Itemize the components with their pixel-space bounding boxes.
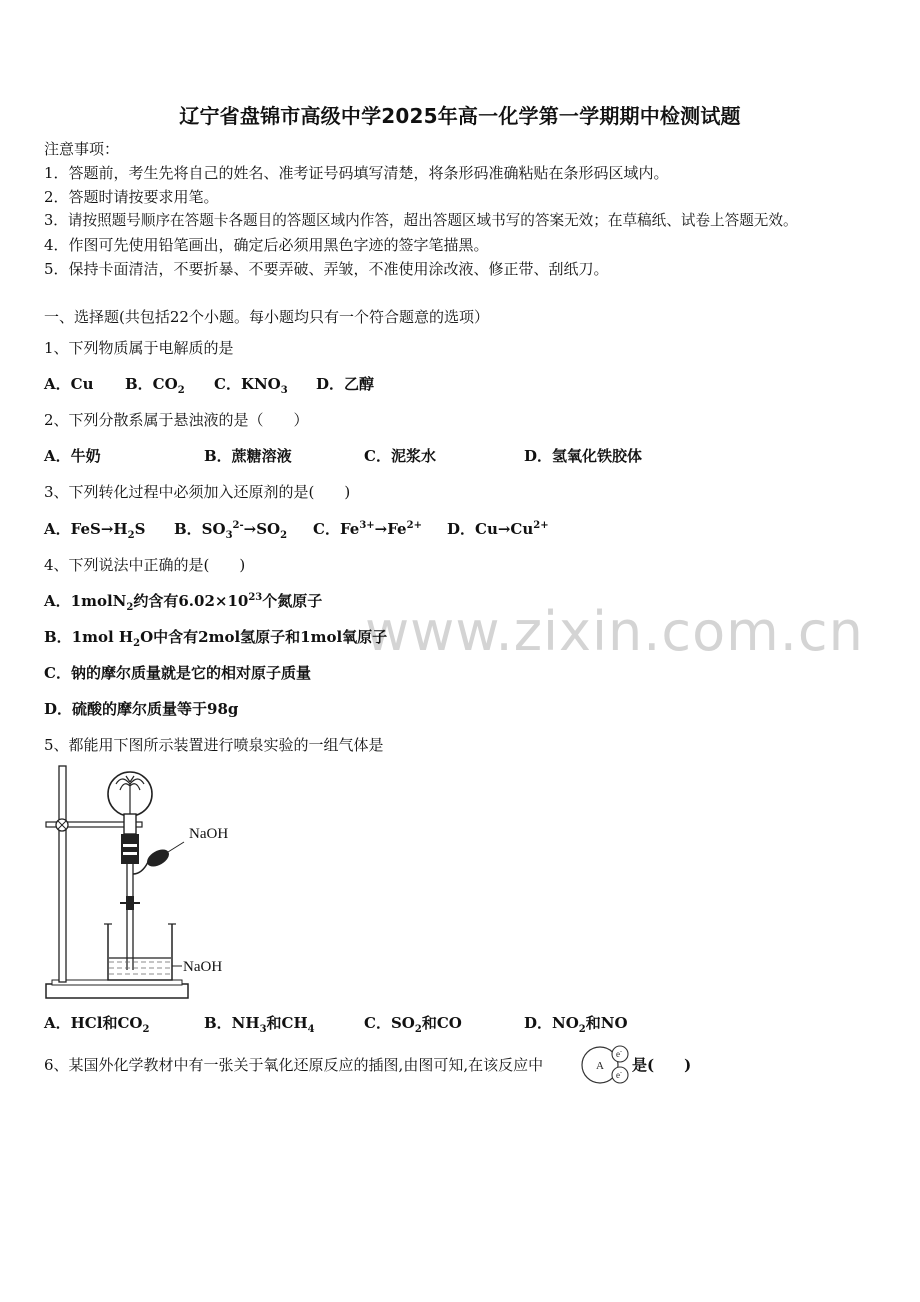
q1-option-b: B．$CO_2$ [125,375,185,396]
fountain-apparatus-figure [42,762,234,1004]
q5-option-d: D．$NO_2$和NO [524,1014,628,1035]
question-6-suffix: 是( ) [632,1056,692,1074]
atom-electron-diagram [580,1043,632,1087]
q4-option-a: A．1molN$_2$约含有$6.02\times 10^{23}$个氮原子 [44,592,323,613]
q5-option-a: A．HCl和$CO_2$ [44,1014,150,1035]
question-1-stem: 1、下列物质属于电解质的是 [44,339,234,357]
question-6-stem: 6、某国外化学教材中有一张关于氧化还原反应的插图,由图可知,在该反应中 [44,1056,544,1074]
q4-option-c: C．钠的摩尔质量就是它的相对原子质量 [44,664,311,682]
q3-option-c: C．$Fe^{3+}\to Fe^{2+}$ [313,520,422,538]
question-5-stem: 5、都能用下图所示装置进行喷泉实验的一组气体是 [44,736,384,754]
q2-option-c: C．泥浆水 [364,447,436,465]
page-title: 辽宁省盘锦市高级中学2025年高一化学第一学期期中检测试题 [179,104,741,128]
q5-option-c: C．$SO_2$和CO [364,1014,462,1035]
q1-option-d: D．乙醇 [316,375,375,393]
q4-option-d: D．硫酸的摩尔质量等于98g [44,700,239,718]
notice-heading: 注意事项： [44,140,120,158]
question-2-stem: 2、下列分散系属于悬浊液的是（ ） [44,411,309,429]
q3-option-d: D．$Cu\to Cu^{2+}$ [447,520,549,538]
notice-item: 4．作图可先使用铅笔画出，确定后必须用黑色字迹的签字笔描黑。 [44,236,489,254]
notice-item: 5．保持卡面清洁，不要折暴、不要弄破、弄皱，不准使用涂改液、修正带、刮纸刀。 [44,260,609,278]
figure-label-dropper: NaOH [189,826,229,842]
atom-label: A [596,1060,604,1072]
electron-icon: e- [616,1070,622,1080]
q1-option-a: A．Cu [44,375,94,393]
electron-icon: e- [616,1049,622,1059]
q1-option-c: C．$KNO_3$ [214,375,288,396]
q3-option-a: A．$FeS\to H_2S$ [44,520,146,541]
q2-option-d: D．氢氧化铁胶体 [524,447,643,465]
q3-option-b: B．$SO_3^{2-}\to SO_2$ [174,520,288,541]
watermark: www.zixin.com.cn [365,600,864,663]
q2-option-b: B．蔗糖溶液 [204,447,292,465]
section-heading: 一、选择题(共包括22个小题。每小题均只有一个符合题意的选项） [44,308,489,326]
q2-option-a: A．牛奶 [44,447,101,465]
notice-item: 1．答题前，考生先将自己的姓名、准考证号码填写清楚，将条形码准确粘贴在条形码区域内。 [44,164,669,182]
figure-label-beaker: NaOH [183,959,223,975]
question-4-stem: 4、下列说法中正确的是( ) [44,556,246,574]
notice-item: 3．请按照题号顺序在答题卡各题目的答题区域内作答，超出答题区域书写的答案无效；在草稿纸、试卷上答题无效。 [44,212,798,229]
q5-option-b: B．$NH_3$和$CH_4$ [204,1014,315,1035]
q4-option-b: B．1mol $H_2O$中含有2mol氢原子和1mol氧原子 [44,628,388,649]
question-3-stem: 3、下列转化过程中必须加入还原剂的是( ) [44,483,351,501]
notice-item: 2．答题时请按要求用笔。 [44,188,219,206]
